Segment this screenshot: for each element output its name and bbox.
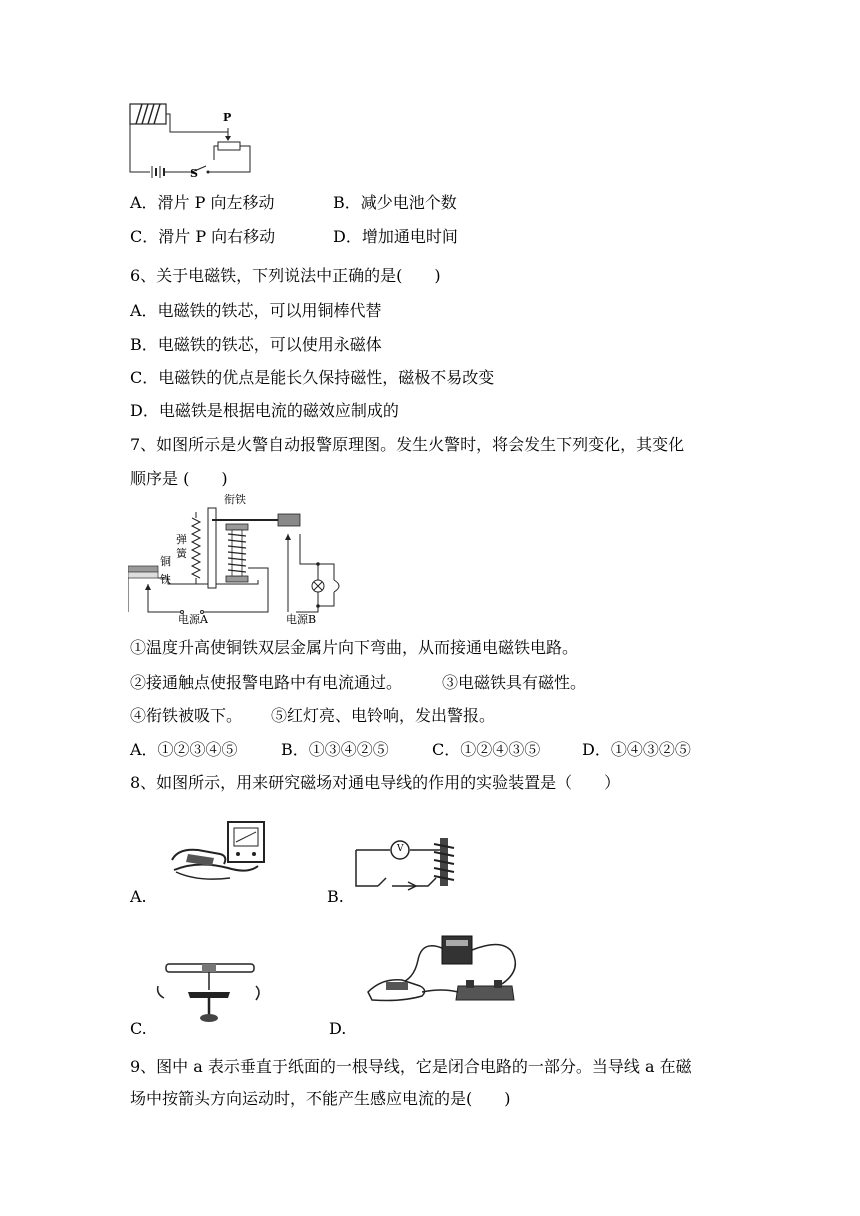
q7-option-b[interactable]: B．①③④②⑤	[281, 740, 389, 759]
q6-option-d[interactable]: D．电磁铁是根据电流的磁效应制成的	[130, 401, 399, 420]
q7-option-c[interactable]: C．①②④③⑤	[432, 740, 541, 759]
q8-option-a[interactable]: A.	[130, 887, 147, 906]
q7-step-5: ⑤红灯亮、电铃响，发出警报。	[271, 706, 496, 725]
q5-option-c[interactable]: C．滑片 P 向右移动	[130, 227, 276, 246]
q7-step-1: ①温度升高使铜铁双层金属片向下弯曲，从而接通电磁铁电路。	[130, 638, 579, 657]
q7-label-armature: 衔铁	[224, 493, 246, 506]
q8-figure-b	[352, 830, 464, 892]
q8-figure-d	[362, 930, 532, 1010]
q7-step-4: ④衔铁被吸下。	[130, 706, 243, 725]
q7-label-spring-2: 簧	[176, 547, 187, 560]
q7-label-iron: 铁	[160, 573, 171, 586]
q8-option-d[interactable]: D.	[329, 1019, 347, 1038]
q5-option-b[interactable]: B．减少电池个数	[333, 193, 457, 212]
q8-figure-b-meter-label: V	[397, 844, 404, 854]
q6-option-a[interactable]: A．电磁铁的铁芯，可以用铜棒代替	[130, 301, 382, 320]
q7-label-spring-1: 弹	[176, 533, 187, 546]
q7-stem-line1: 7、如图所示是火警自动报警原理图。发生火警时，将会发生下列变化，其变化	[130, 435, 685, 454]
q5-option-d[interactable]: D．增加通电时间	[333, 227, 458, 246]
q8-figure-c	[154, 954, 266, 1024]
q8-figure-a	[168, 820, 274, 886]
q5-option-a[interactable]: A．滑片 P 向左移动	[130, 193, 275, 212]
q7-label-source-b: 电源B	[286, 613, 317, 626]
q7-option-a[interactable]: A．①②③④⑤	[130, 740, 238, 759]
q6-stem: 6、关于电磁铁，下列说法中正确的是( )	[130, 266, 441, 285]
q7-label-copper: 铜	[160, 555, 171, 568]
q6-option-b[interactable]: B．电磁铁的铁芯，可以使用永磁体	[130, 335, 382, 354]
q7-label-source-a: 电源A	[178, 613, 208, 626]
q8-stem: 8、如图所示，用来研究磁场对通电导线的作用的实验装置是（ ）	[130, 773, 621, 792]
q7-stem-line2: 顺序是 ( )	[130, 469, 228, 488]
q5-label-p: P	[223, 111, 232, 124]
q8-option-c[interactable]: C.	[130, 1019, 147, 1038]
q8-option-b[interactable]: B.	[327, 887, 344, 906]
q5-circuit-figure	[128, 100, 258, 180]
q6-option-c[interactable]: C．电磁铁的优点是能长久保持磁性，磁极不易改变	[130, 368, 495, 387]
q5-label-s: S	[190, 167, 198, 180]
q7-fire-alarm-figure	[128, 494, 358, 626]
q9-stem-line1: 9、图中 a 表示垂直于纸面的一根导线，它是闭合电路的一部分。当导线 a 在磁	[130, 1057, 692, 1076]
q9-stem-line2: 场中按箭头方向运动时，不能产生感应电流的是( )	[130, 1089, 511, 1108]
q7-option-d[interactable]: D．①④③②⑤	[582, 740, 691, 759]
q7-step-2: ②接通触点使报警电路中有电流通过。	[130, 673, 403, 692]
q7-step-3: ③电磁铁具有磁性。	[442, 673, 587, 692]
